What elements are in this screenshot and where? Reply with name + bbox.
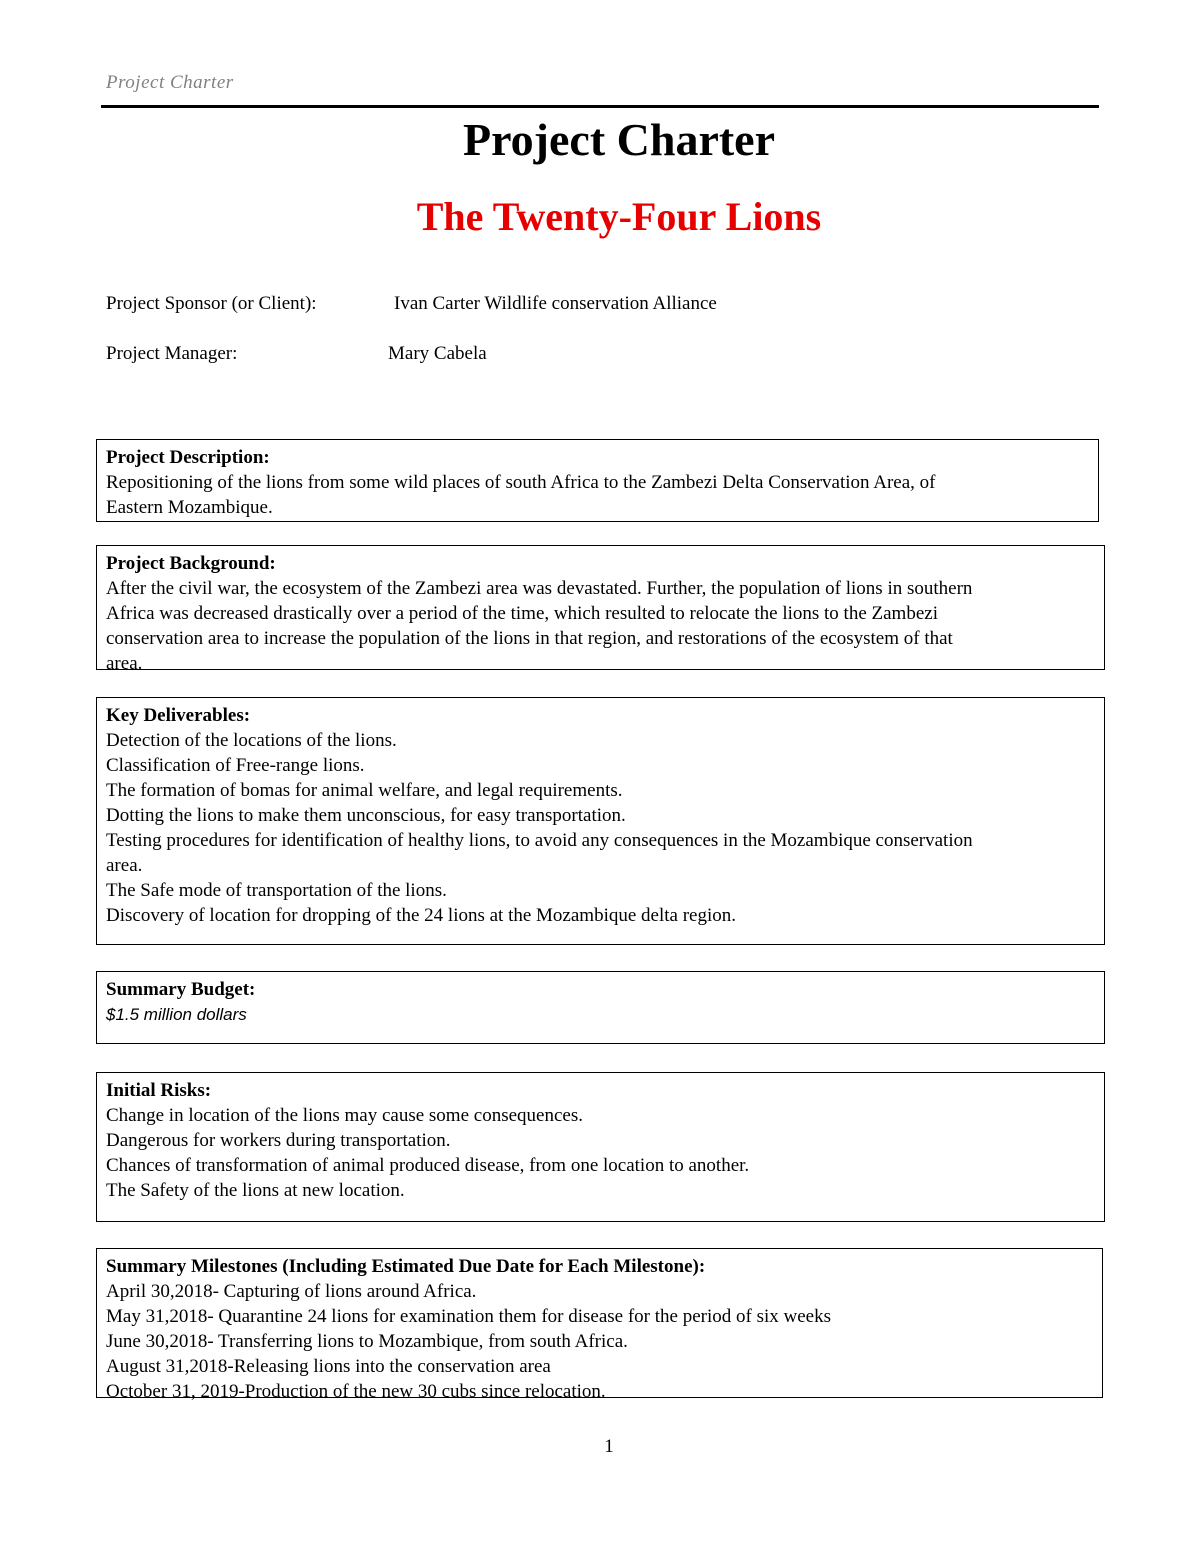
- milestones-title: Summary Milestones (Including Estimated Due Date for Each Milestone):: [106, 1256, 706, 1277]
- deliverable-item: Discovery of location for dropping of the 24 lions at the Mozambique delta region.: [106, 905, 737, 926]
- milestone-item: May 31,2018- Quarantine 24 lions for examination them for disease for the period of six weeks: [106, 1306, 831, 1327]
- project-name: The Twenty-Four Lions: [416, 194, 822, 239]
- description-line: Repositioning of the lions from some wild places of south Africa to the Zambezi Delta Conservation Area, of: [106, 472, 936, 493]
- sponsor-value: Ivan Carter Wildlife conservation Alliance: [394, 293, 717, 314]
- description-line: Eastern Mozambique.: [106, 497, 273, 518]
- milestone-item: October 31, 2019-Production of the new 30 cubs since relocation.: [106, 1381, 606, 1402]
- milestones-box: [96, 1248, 1103, 1402]
- budget-title: Summary Budget:: [106, 979, 256, 1000]
- deliverable-item: The formation of bomas for animal welfare, and legal requirements.: [106, 780, 623, 801]
- deliverables-box: [96, 697, 1105, 945]
- deliverables-title: Key Deliverables:: [106, 705, 251, 726]
- sponsor-label: Project Sponsor (or Client):: [106, 293, 317, 314]
- risk-item: Chances of transformation of animal produced disease, from one location to another.: [106, 1155, 750, 1176]
- description-box: [96, 439, 1099, 522]
- page-number: 1: [604, 1436, 614, 1457]
- background-line: area.: [106, 653, 143, 674]
- risk-item: Dangerous for workers during transportation.: [106, 1130, 451, 1151]
- risk-item: The Safety of the lions at new location.: [106, 1180, 405, 1201]
- milestone-item: June 30,2018- Transferring lions to Mozambique, from south Africa.: [106, 1331, 628, 1352]
- budget-value: $1.5 million dollars: [106, 1005, 247, 1024]
- deliverable-item: Classification of Free-range lions.: [106, 755, 365, 776]
- description-title: Project Description:: [106, 447, 270, 468]
- running-header: Project Charter: [106, 72, 234, 93]
- background-line: Africa was decreased drastically over a period of the time, which resulted to relocate the lions to the Zambezi: [106, 603, 938, 624]
- manager-value: Mary Cabela: [388, 343, 487, 364]
- background-line: After the civil war, the ecosystem of the Zambezi area was devastated. Further, the population of lions in southern: [106, 578, 973, 599]
- budget-box: [96, 971, 1105, 1044]
- risk-item: Change in location of the lions may cause some consequences.: [106, 1105, 583, 1126]
- background-line: conservation area to increase the population of the lions in that region, and restorations of the ecosystem of that: [106, 628, 953, 649]
- header-rule: [101, 105, 1099, 108]
- deliverable-item: Dotting the lions to make them unconscious, for easy transportation.: [106, 805, 626, 826]
- deliverable-item: Testing procedures for identification of healthy lions, to avoid any consequences in the Mozambique conservation: [106, 830, 973, 851]
- milestone-item: August 31,2018-Releasing lions into the conservation area: [106, 1356, 551, 1377]
- manager-label: Project Manager:: [106, 343, 238, 364]
- background-box: [96, 545, 1105, 674]
- deliverable-item: Detection of the locations of the lions.: [106, 730, 397, 751]
- risks-box: [96, 1072, 1105, 1222]
- background-title: Project Background:: [106, 553, 276, 574]
- deliverable-item: area.: [106, 855, 143, 876]
- risks-title: Initial Risks:: [106, 1080, 212, 1101]
- milestone-item: April 30,2018- Capturing of lions around Africa.: [106, 1281, 477, 1302]
- document-title: Project Charter: [462, 114, 776, 165]
- deliverable-item: The Safe mode of transportation of the lions.: [106, 880, 447, 901]
